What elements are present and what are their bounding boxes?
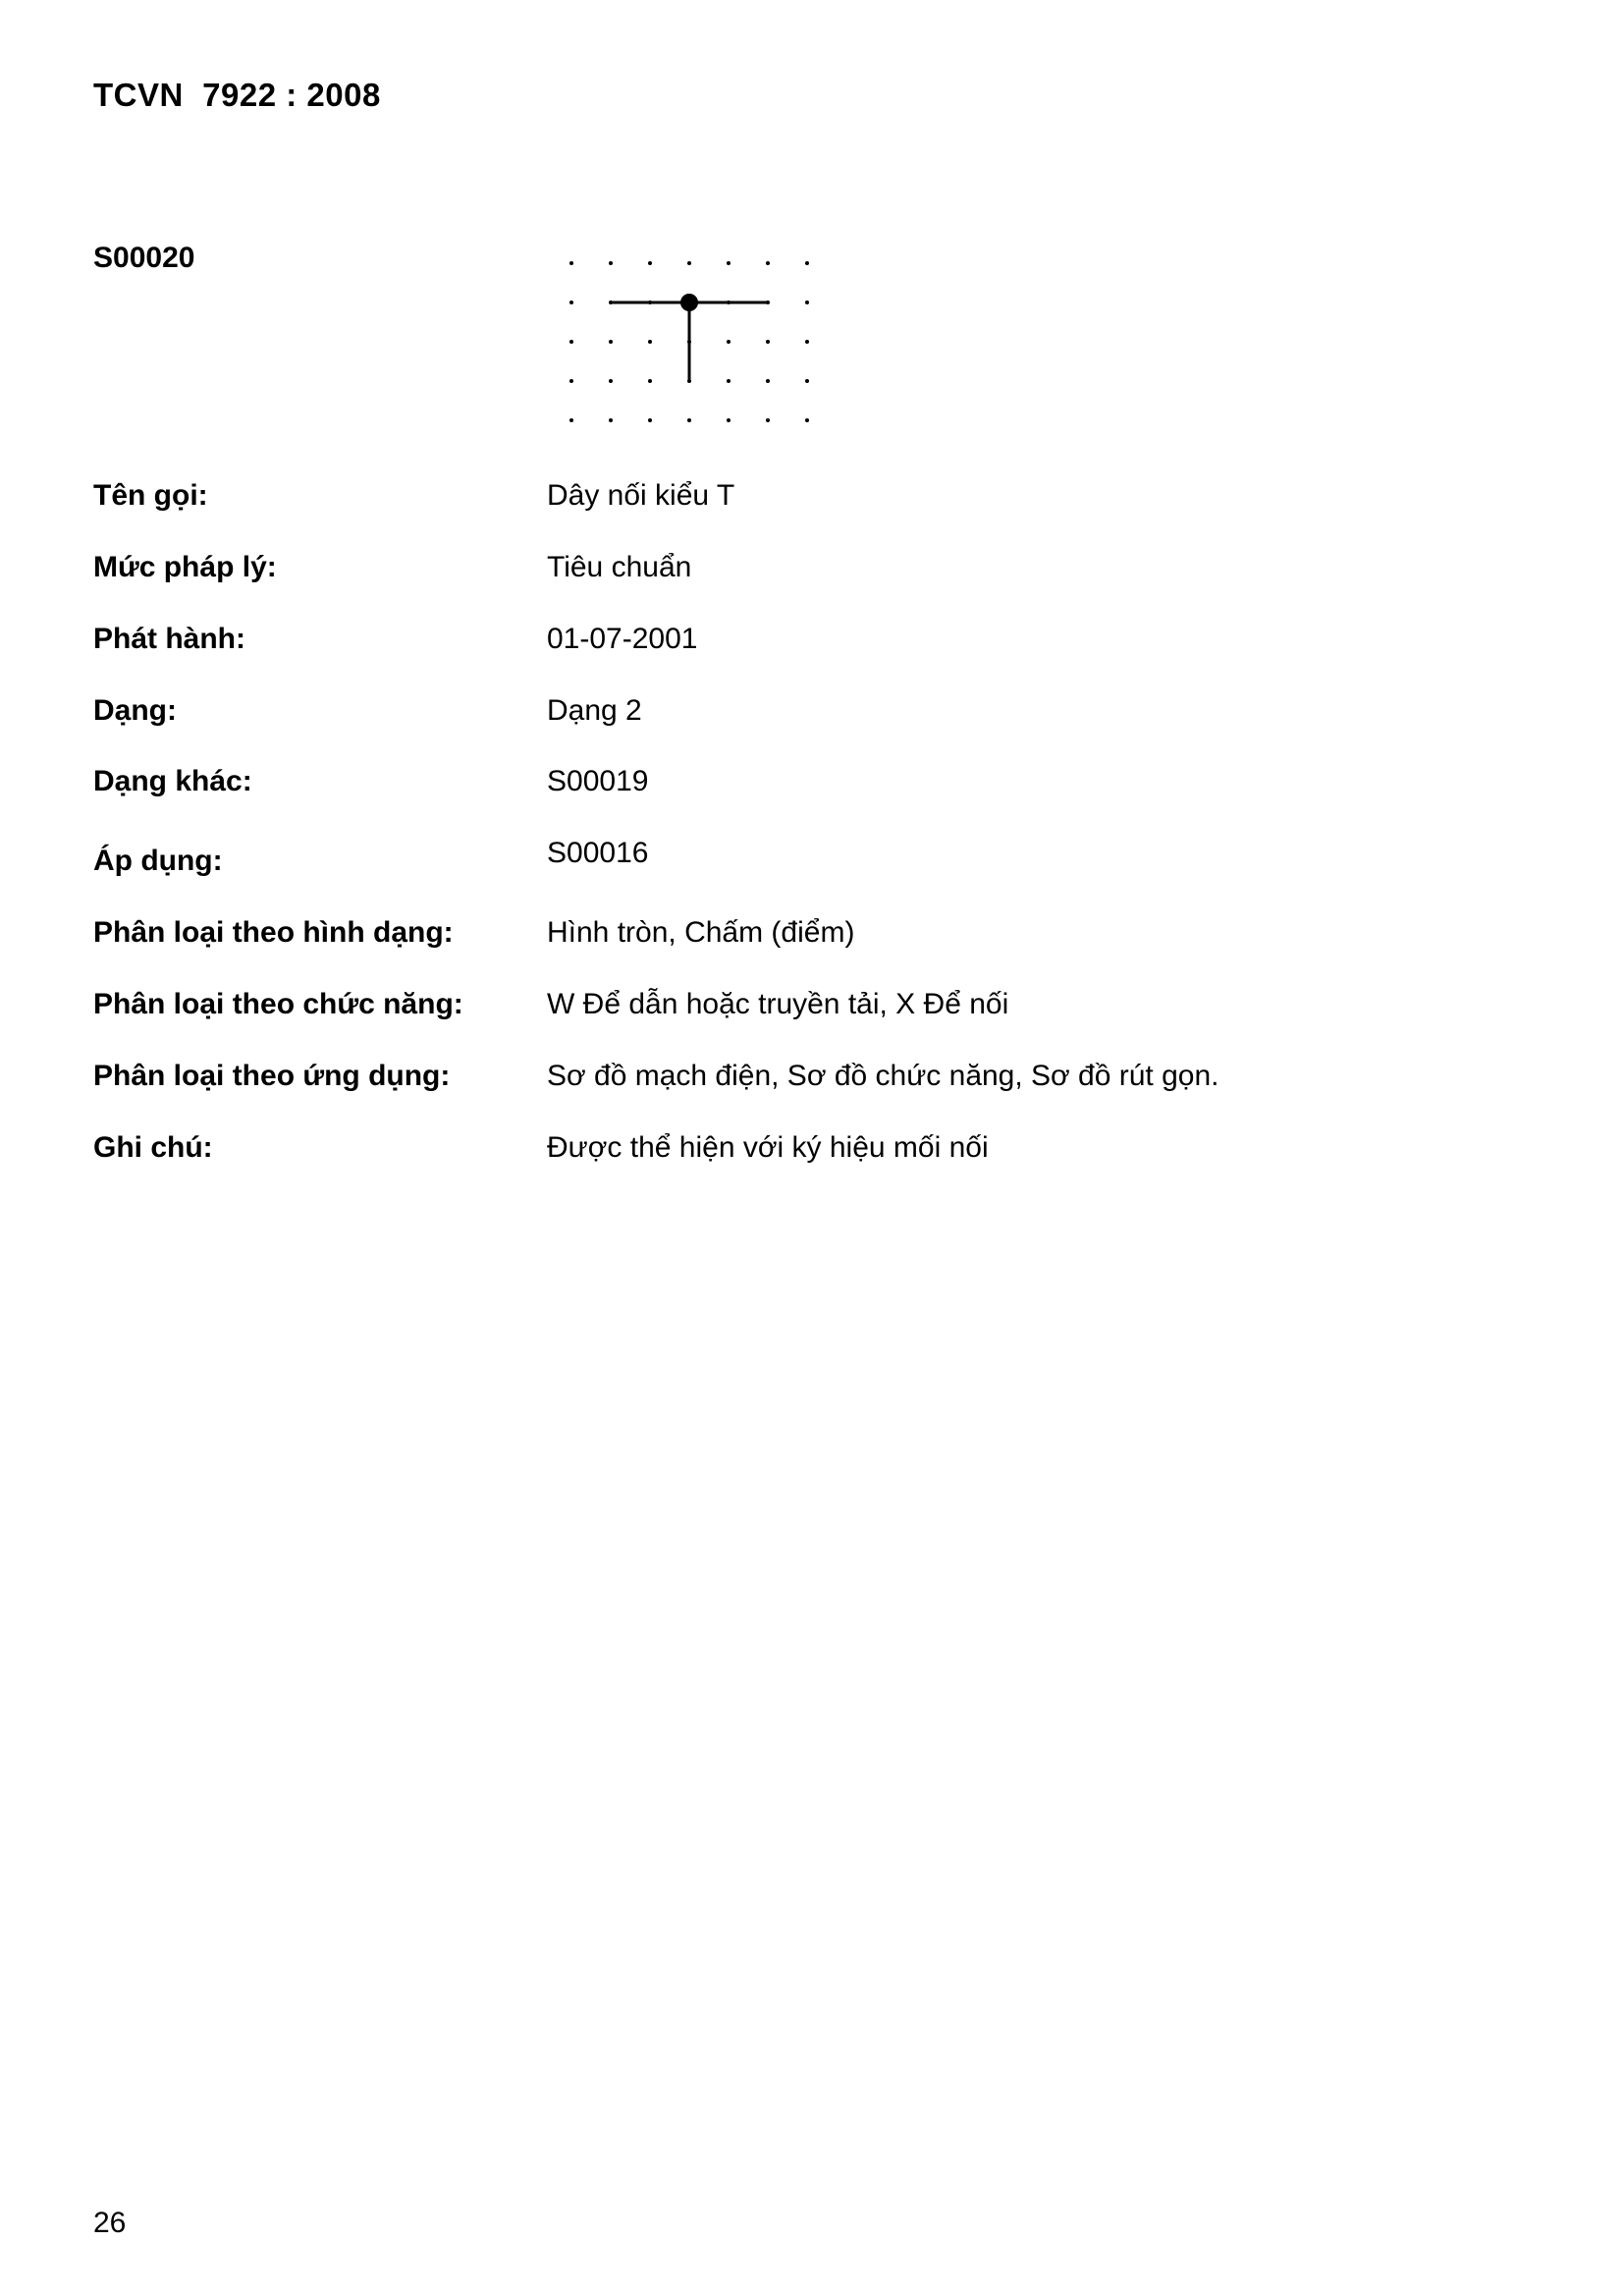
grid-dot: [687, 418, 691, 422]
grid-dot: [648, 261, 652, 265]
field-value: Hình tròn, Chấm (điểm): [547, 916, 855, 949]
field-value: Dây nối kiểu T: [547, 479, 735, 512]
field-value: Dạng 2: [547, 694, 642, 727]
field-row-other-form: [93, 765, 1517, 812]
field-value: S00016: [547, 837, 649, 869]
field-row-applies: [93, 837, 1517, 884]
field-label: Phân loại theo hình dạng:: [93, 916, 454, 949]
field-label: Phân loại theo ứng dụng:: [93, 1060, 451, 1092]
grid-dot: [766, 261, 770, 265]
field-row-legal-level: [93, 551, 1517, 598]
grid-dot: [766, 418, 770, 422]
grid-dot: [687, 261, 691, 265]
field-label: Dạng khác:: [93, 765, 252, 797]
field-row-function-classification: [93, 988, 1517, 1035]
grid-dot: [727, 340, 731, 344]
grid-dot: [805, 301, 809, 304]
grid-dot: [609, 379, 613, 383]
grid-dot: [766, 340, 770, 344]
grid-dot: [805, 379, 809, 383]
grid-dot: [609, 418, 613, 422]
grid-dot: [805, 418, 809, 422]
grid-dot: [727, 261, 731, 265]
grid-dot: [609, 261, 613, 265]
field-label: Dạng:: [93, 694, 177, 727]
field-label: Mức pháp lý:: [93, 551, 277, 583]
grid-dot: [609, 340, 613, 344]
field-row-name: [93, 479, 1517, 526]
field-label: Tên gọi:: [93, 479, 208, 512]
field-row-application-classification: [93, 1060, 1517, 1107]
field-row-form: [93, 694, 1517, 741]
field-row-note: [93, 1131, 1517, 1178]
grid-dot: [569, 379, 573, 383]
page-number: 26: [93, 2207, 127, 2239]
field-value: Được thể hiện với ký hiệu mối nối: [547, 1131, 989, 1164]
grid-dot: [569, 418, 573, 422]
field-label: Phát hành:: [93, 623, 245, 655]
symbol-code: S00020: [93, 242, 195, 274]
field-value: W Để dẫn hoặc truyền tải, X Để nối: [547, 988, 1009, 1020]
field-label: Áp dụng:: [93, 845, 223, 877]
field-row-release-date: [93, 623, 1517, 670]
grid-dot: [648, 379, 652, 383]
field-value: Sơ đồ mạch điện, Sơ đồ chức năng, Sơ đồ rút gọn.: [547, 1060, 1219, 1092]
grid-dot: [727, 418, 731, 422]
grid-dot: [569, 301, 573, 304]
grid-dot: [766, 379, 770, 383]
grid-dot: [727, 379, 731, 383]
field-value: 01-07-2001: [547, 623, 698, 655]
grid-dot: [569, 340, 573, 344]
field-value: S00019: [547, 765, 649, 797]
grid-dot: [648, 418, 652, 422]
grid-dot: [805, 261, 809, 265]
grid-dot: [648, 340, 652, 344]
t-junction-connection-icon: [560, 246, 825, 432]
grid-dot: [805, 340, 809, 344]
grid-dot: [569, 261, 573, 265]
field-label: Phân loại theo chức năng:: [93, 988, 463, 1020]
field-label: Ghi chú:: [93, 1131, 213, 1164]
standard-header: TCVN 7922 : 2008: [93, 77, 381, 113]
field-row-shape-classification: [93, 916, 1517, 963]
field-value: Tiêu chuẩn: [547, 551, 692, 583]
